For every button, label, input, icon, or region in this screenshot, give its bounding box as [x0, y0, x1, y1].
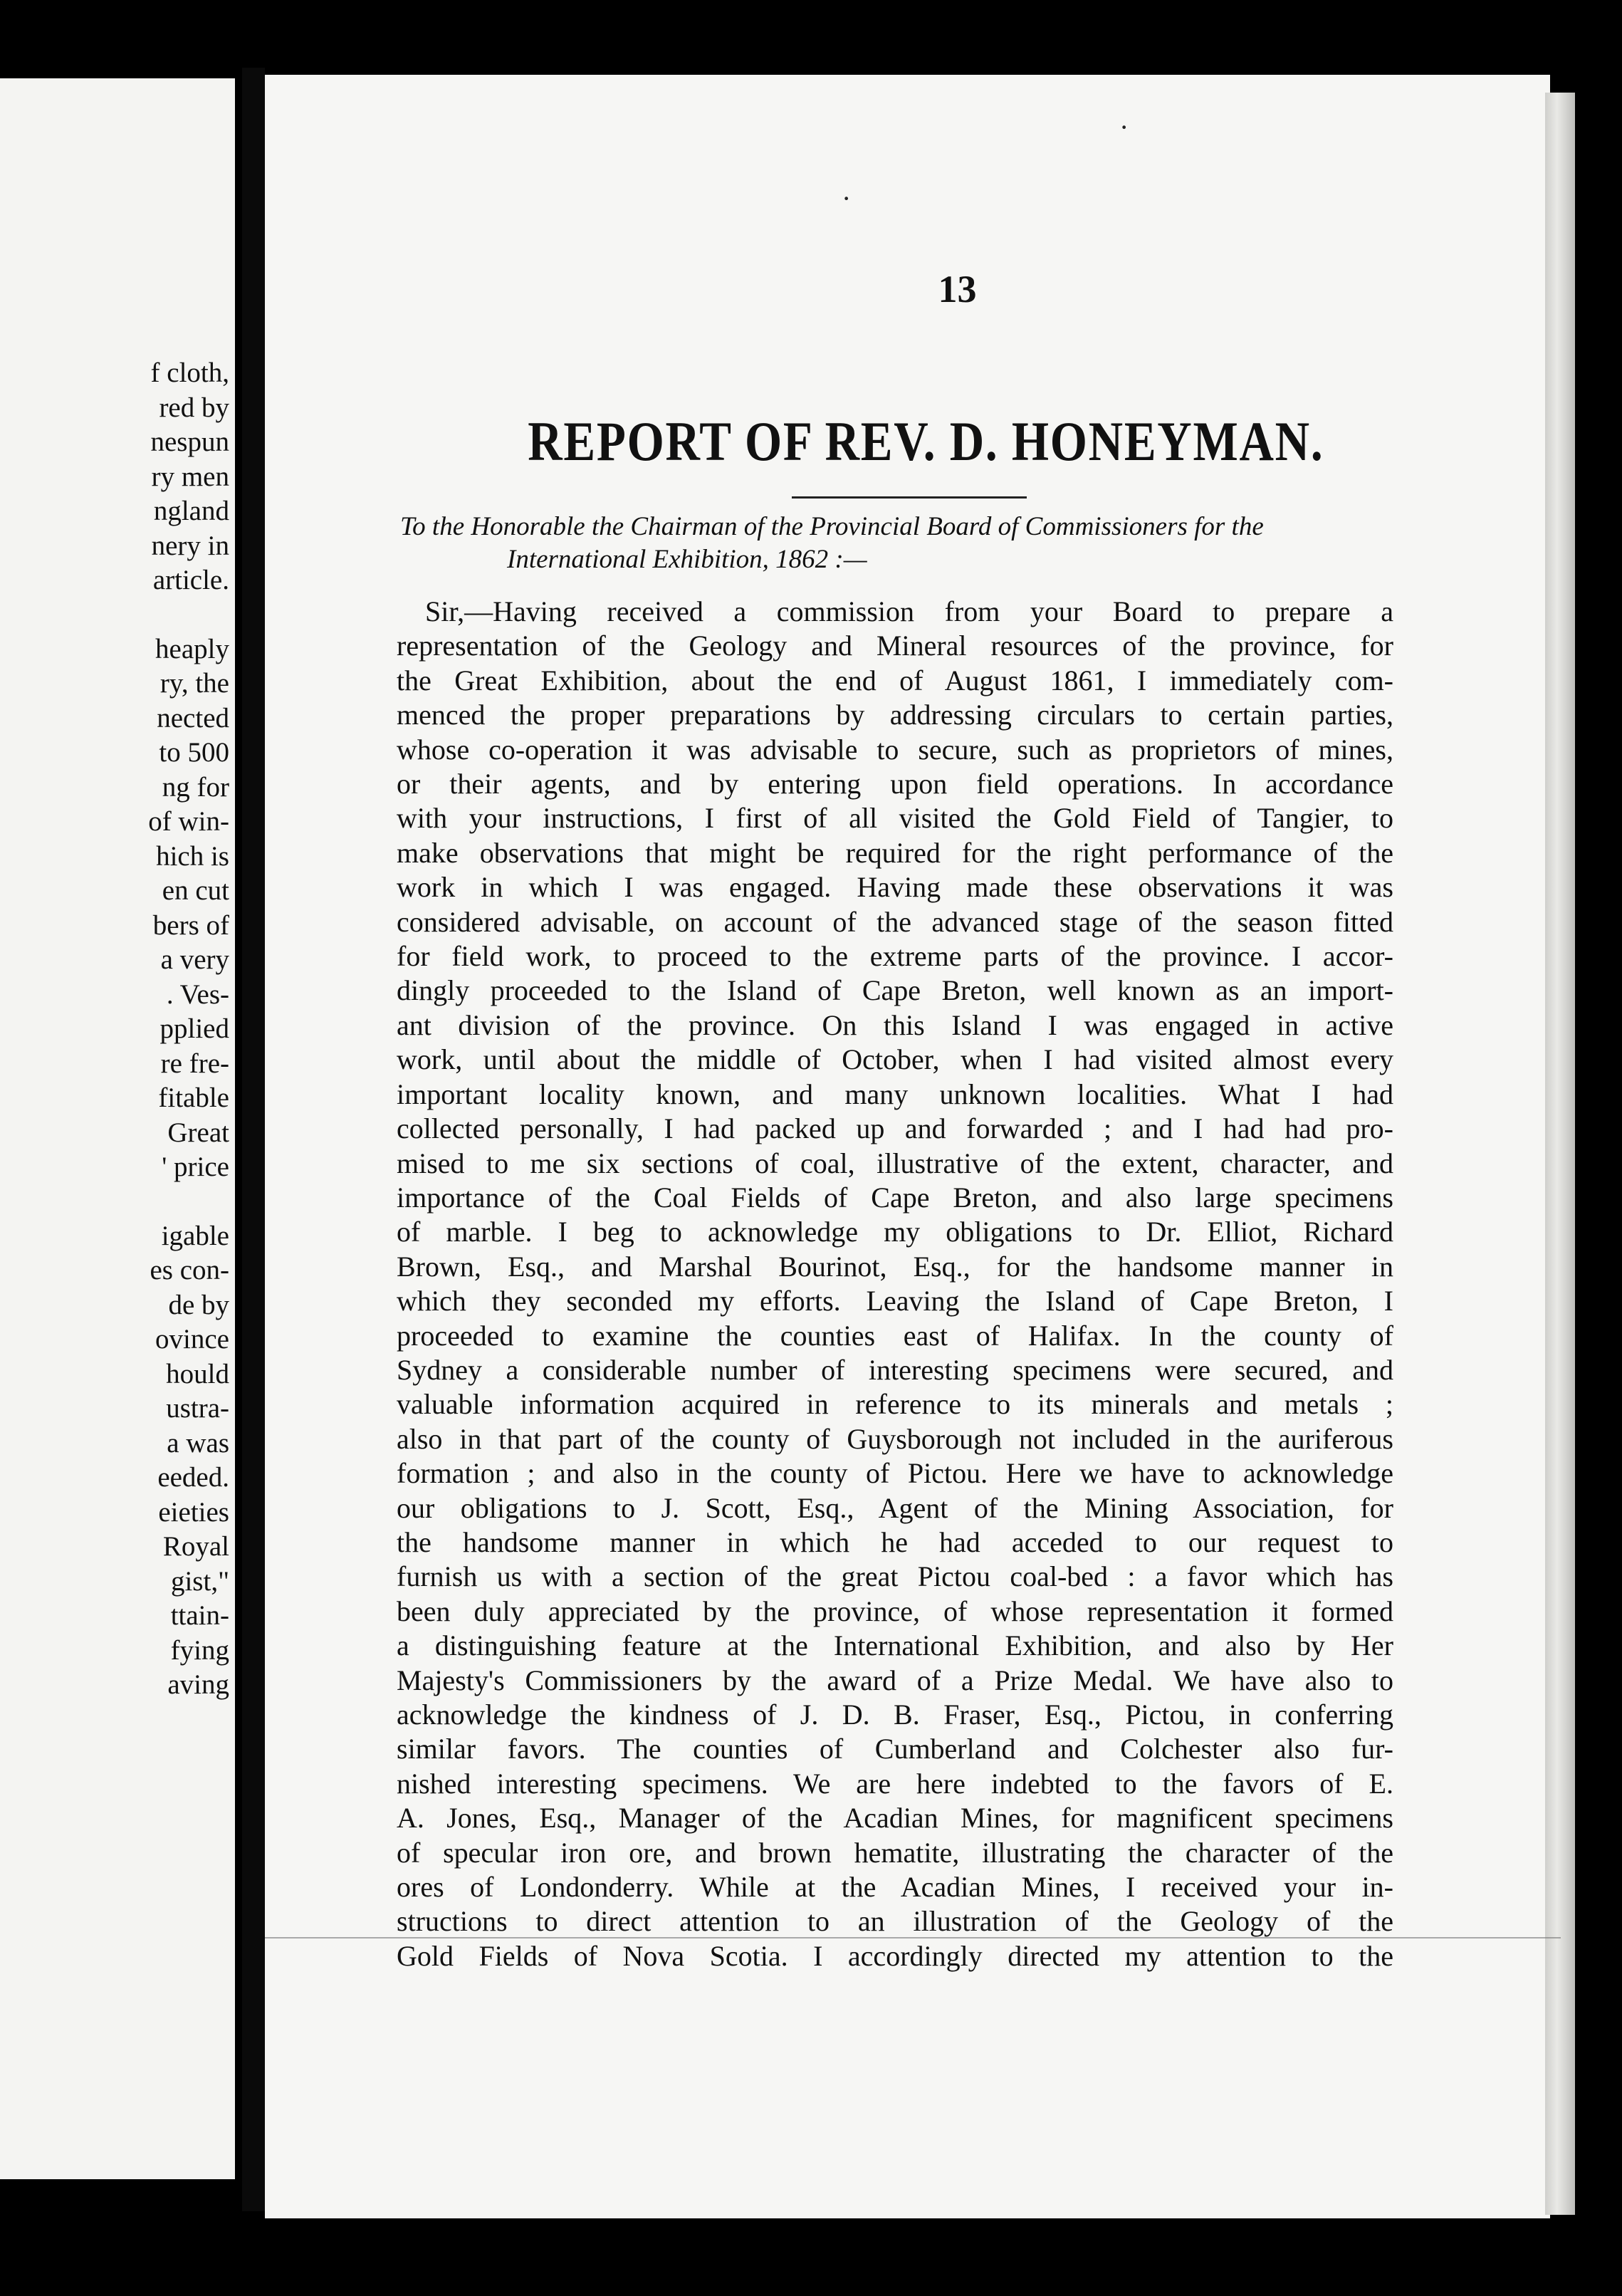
body-line: proceeded to examine the counties east of Halifax. In the county of: [397, 1319, 1393, 1352]
body-line: menced the proper preparations by addressing circulars to certain parties,: [397, 699, 1393, 731]
salutation-line-2: International Exhibition, 1862 :—: [507, 545, 867, 574]
page-edge: [1545, 93, 1575, 2215]
previous-page-line: eieties: [158, 1496, 229, 1528]
previous-page-line: ustra-: [166, 1393, 229, 1424]
previous-page-line: nery in: [151, 530, 229, 561]
scan-speck: ·: [1119, 111, 1129, 143]
body-line: whose co-operation it was advisable to secure, such as proprietors of mines,: [397, 733, 1393, 766]
previous-page-line: Royal: [162, 1531, 229, 1562]
previous-page-line: Great: [167, 1117, 229, 1148]
previous-page-line: de by: [168, 1289, 229, 1320]
previous-page-line: aving: [167, 1669, 229, 1700]
previous-page-line: ttain-: [170, 1600, 229, 1631]
previous-page-line: article.: [152, 565, 229, 595]
body-line: mised to me six sections of coal, illustrative of the extent, character, and: [397, 1147, 1393, 1179]
body-line: Sir,—Having received a commission from your Board to prepare a: [425, 595, 1393, 627]
previous-page-line: heaply: [155, 633, 229, 664]
body-line: work in which I was engaged. Having made these observations it was: [397, 871, 1393, 904]
previous-page-line: ry, the: [159, 668, 229, 699]
previous-page-line: bers of: [152, 909, 229, 941]
previous-page-line: f cloth,: [150, 358, 229, 388]
body-line: nished interesting specimens. We are here indebted to the favors of E.: [397, 1767, 1393, 1800]
previous-page-line: ovince: [155, 1324, 229, 1355]
body-line: representation of the Geology and Mineral resources of the province, for: [397, 630, 1393, 662]
body-line: for field work, to proceed to the extreme parts of the province. I accor-: [397, 940, 1393, 973]
previous-page-line: igable: [161, 1220, 229, 1251]
body-line: formation ; and also in the county of Pictou. Here we have to acknowledge: [397, 1457, 1393, 1490]
document-page: [265, 75, 1550, 2218]
previous-page-line: nected: [157, 702, 229, 734]
body-line: A. Jones, Esq., Manager of the Acadian Mines, for magnificent specimens: [397, 1802, 1393, 1835]
report-title: REPORT OF REV. D. HONEYMAN.: [528, 410, 1324, 472]
previous-page-line: ngland: [153, 496, 229, 526]
previous-page-line: ng for: [162, 771, 229, 803]
previous-page-line: fying: [170, 1634, 229, 1666]
previous-page-line: hich is: [156, 840, 229, 872]
body-line: Gold Fields of Nova Scotia. I accordingly directed my attention to the: [397, 1939, 1393, 1972]
body-line: importance of the Coal Fields of Cape Breton, and also large specimens: [397, 1181, 1393, 1214]
previous-page-line: hould: [166, 1358, 229, 1389]
body-line: valuable information acquired in reference to its minerals and metals ;: [397, 1388, 1393, 1421]
body-line: with your instructions, I first of all visited the Gold Field of Tangier, to: [397, 802, 1393, 835]
body-line: ant division of the province. On this Island I was engaged in active: [397, 1008, 1393, 1041]
body-line: ores of Londonderry. While at the Acadian Mines, I received your in-: [397, 1871, 1393, 1904]
previous-page-line: en cut: [162, 875, 229, 906]
body-line: of specular iron ore, and brown hematite, illustrating the character of the: [397, 1836, 1393, 1869]
body-line: of marble. I beg to acknowledge my obligations to Dr. Elliot, Richard: [397, 1216, 1393, 1248]
body-line: similar favors. The counties of Cumberland and Colchester also fur-: [397, 1733, 1393, 1765]
report-body: [397, 595, 1393, 1973]
salutation-line-1: To the Honorable the Chairman of the Provincial Board of Commissioners for the: [400, 512, 1264, 541]
previous-page-text: [1, 356, 229, 1703]
body-line: which they seconded my efforts. Leaving the Island of Cape Breton, I: [397, 1285, 1393, 1317]
body-line: been duly appreciated by the province, of whose representation it formed: [397, 1595, 1393, 1627]
body-line: work, until about the middle of October, when I had visited almost every: [397, 1043, 1393, 1076]
previous-page-strip: [0, 78, 235, 2179]
body-line: important locality known, and many unknown localities. What I had: [397, 1077, 1393, 1110]
previous-page-line: red by: [159, 392, 229, 423]
previous-page-line: of win-: [148, 806, 229, 837]
previous-page-line: eeded.: [157, 1462, 229, 1493]
body-line: considered advisable, on account of the advanced stage of the season fitted: [397, 905, 1393, 938]
previous-page-line: to 500: [159, 737, 229, 768]
body-line: also in that part of the county of Guysborough not included in the auriferous: [397, 1422, 1393, 1455]
previous-page-line: re fre-: [160, 1048, 229, 1079]
page-number: 13: [938, 268, 977, 311]
previous-page-line: es con-: [150, 1255, 229, 1285]
scan-speck: ·: [842, 182, 852, 214]
previous-page-line: a was: [167, 1427, 229, 1459]
book-spine: [242, 68, 265, 2211]
previous-page-line: a very: [160, 944, 229, 975]
salutation: [400, 511, 1390, 576]
body-line: furnish us with a section of the great Pictou coal-bed : a favor which has: [397, 1560, 1393, 1593]
body-line: Majesty's Commissioners by the award of a Prize Medal. We have also to: [397, 1664, 1393, 1696]
body-line: a distinguishing feature at the International Exhibition, and also by Her: [397, 1629, 1393, 1662]
previous-page-line: ' price: [162, 1152, 229, 1182]
body-line: our obligations to J. Scott, Esq., Agent of the Mining Association, for: [397, 1491, 1393, 1524]
previous-page-line: . Ves-: [166, 979, 229, 1010]
body-line: acknowledge the kindness of J. D. B. Fraser, Esq., Pictou, in conferring: [397, 1698, 1393, 1731]
previous-page-line: nespun: [150, 427, 229, 457]
body-line: dingly proceeded to the Island of Cape Breton, well known as an import-: [397, 974, 1393, 1007]
previous-page-line: gist,": [170, 1565, 229, 1597]
previous-page-line: [1, 598, 229, 632]
body-line: Sydney a considerable number of interesting specimens were secured, and: [397, 1353, 1393, 1386]
body-line: the handsome manner in which he had acceded to our request to: [397, 1525, 1393, 1558]
body-line: structions to direct attention to an illustration of the Geology of the: [397, 1905, 1393, 1938]
body-line: make observations that might be required for the right performance of the: [397, 836, 1393, 869]
scan-artifact-line: [265, 1937, 1561, 1938]
body-line: collected personally, I had packed up and forwarded ; and I had had pro-: [397, 1112, 1393, 1145]
body-line: or their agents, and by entering upon field operations. In accordance: [397, 768, 1393, 800]
body-line: Brown, Esq., and Marshal Bourinot, Esq., for the handsome manner in: [397, 1250, 1393, 1283]
previous-page-line: fitable: [158, 1082, 229, 1113]
previous-page-line: ry men: [151, 461, 229, 492]
title-rule: [792, 496, 1027, 499]
body-line: the Great Exhibition, about the end of August 1861, I immediately com-: [397, 664, 1393, 696]
previous-page-line: pplied: [159, 1013, 229, 1044]
previous-page-line: [1, 1185, 229, 1219]
